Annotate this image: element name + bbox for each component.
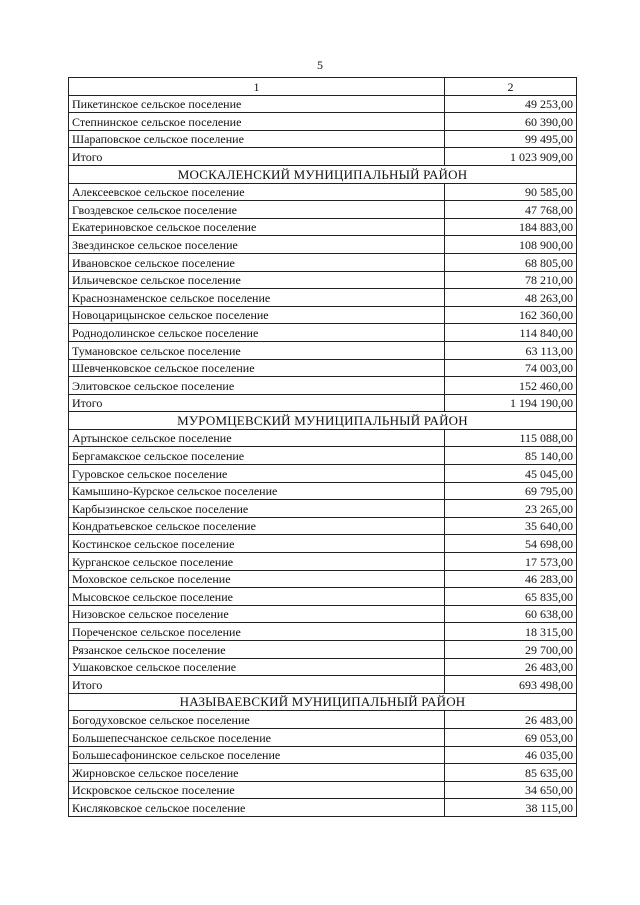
amount-value: 74 003,00 [445,359,577,377]
settlement-name: Шараповское сельское поселение [69,130,445,148]
table-row [69,535,577,553]
table-row [69,429,577,447]
total-value: 1 023 909,00 [445,148,577,166]
settlement-name: Пореченское сельское поселение [69,623,445,641]
amount-value: 23 265,00 [445,500,577,518]
table-body [69,95,577,816]
district-heading: МОСКАЛЕНСКИЙ МУНИЦИПАЛЬНЫЙ РАЙОН [69,165,577,183]
table-row [69,95,577,113]
amount-value: 46 035,00 [445,746,577,764]
amount-value: 29 700,00 [445,641,577,659]
settlement-name: Новоцарицынское сельское поселение [69,306,445,324]
settlement-name: Мысовское сельское поселение [69,588,445,606]
settlement-name: Кондратьевское сельское поселение [69,517,445,535]
table-row [69,201,577,219]
amount-value: 47 768,00 [445,201,577,219]
table-row [69,641,577,659]
amount-value: 26 483,00 [445,658,577,676]
settlement-name: Екатериновское сельское поселение [69,218,445,236]
table-row [69,764,577,782]
settlement-name: Звездинское сельское поселение [69,236,445,254]
amount-value: 54 698,00 [445,535,577,553]
table-row [69,236,577,254]
settlement-name: Карбызинское сельское поселение [69,500,445,518]
amount-value: 18 315,00 [445,623,577,641]
amount-value: 46 283,00 [445,570,577,588]
amount-value: 17 573,00 [445,553,577,571]
table-row [69,658,577,676]
amount-value: 45 045,00 [445,465,577,483]
total-row [69,394,577,412]
settlement-name: Моховское сельское поселение [69,570,445,588]
table-row [69,623,577,641]
district-heading: НАЗЫВАЕВСКИЙ МУНИЦИПАЛЬНЫЙ РАЙОН [69,693,577,711]
settlement-name: Элитовское сельское поселение [69,377,445,395]
table-row [69,289,577,307]
amount-value: 69 053,00 [445,728,577,746]
table-row [69,253,577,271]
table-row [69,517,577,535]
settlement-name: Алексеевское сельское поселение [69,183,445,201]
district-heading-row [69,165,577,183]
table-row [69,271,577,289]
table-row [69,728,577,746]
amount-value: 60 638,00 [445,605,577,623]
column-header: 2 [445,78,577,96]
settlement-name: Жирновское сельское поселение [69,764,445,782]
total-value: 693 498,00 [445,676,577,694]
amount-value: 85 635,00 [445,764,577,782]
settlement-name: Низовское сельское поселение [69,605,445,623]
settlement-name: Артынское сельское поселение [69,429,445,447]
amount-value: 78 210,00 [445,271,577,289]
settlement-name: Камышино-Курское сельское поселение [69,482,445,500]
table-row [69,482,577,500]
table-row [69,711,577,729]
table-row [69,500,577,518]
table-row [69,553,577,571]
amount-value: 60 390,00 [445,113,577,131]
settlement-name: Краснознаменское сельское поселение [69,289,445,307]
district-heading: МУРОМЦЕВСКИЙ МУНИЦИПАЛЬНЫЙ РАЙОН [69,412,577,430]
settlement-name: Кисляковское сельское поселение [69,799,445,817]
table-row [69,113,577,131]
column-header: 1 [69,78,445,96]
amount-value: 26 483,00 [445,711,577,729]
amount-value: 115 088,00 [445,429,577,447]
settlement-name: Шевченковское сельское поселение [69,359,445,377]
table-row [69,377,577,395]
amount-value: 85 140,00 [445,447,577,465]
amount-value: 108 900,00 [445,236,577,254]
amount-value: 68 805,00 [445,253,577,271]
settlement-name: Костинское сельское поселение [69,535,445,553]
amount-value: 35 640,00 [445,517,577,535]
settlement-name: Ильичевское сельское поселение [69,271,445,289]
amount-value: 90 585,00 [445,183,577,201]
table-row [69,465,577,483]
amount-value: 63 113,00 [445,341,577,359]
table-row [69,746,577,764]
total-label: Итого [69,148,445,166]
amount-value: 34 650,00 [445,781,577,799]
total-label: Итого [69,394,445,412]
table-row [69,781,577,799]
table-row [69,447,577,465]
amount-value: 99 495,00 [445,130,577,148]
table-row [69,130,577,148]
table-row [69,799,577,817]
settlement-name: Степнинское сельское поселение [69,113,445,131]
amount-value: 69 795,00 [445,482,577,500]
allocation-table [68,77,577,817]
amount-value: 114 840,00 [445,324,577,342]
table-row [69,324,577,342]
settlement-name: Ивановское сельское поселение [69,253,445,271]
table-row [69,570,577,588]
total-row [69,676,577,694]
settlement-name: Рязанское сельское поселение [69,641,445,659]
settlement-name: Пикетинское сельское поселение [69,95,445,113]
district-heading-row [69,412,577,430]
table-row [69,306,577,324]
table-row [69,183,577,201]
amount-value: 49 253,00 [445,95,577,113]
settlement-name: Ушаковское сельское поселение [69,658,445,676]
settlement-name: Гвоздевское сельское поселение [69,201,445,219]
total-label: Итого [69,676,445,694]
settlement-name: Роднодолинское сельское поселение [69,324,445,342]
total-value: 1 194 190,00 [445,394,577,412]
amount-value: 152 460,00 [445,377,577,395]
table-row [69,588,577,606]
district-heading-row [69,693,577,711]
settlement-name: Большепесчанское сельское поселение [69,728,445,746]
amount-value: 48 263,00 [445,289,577,307]
table-row [69,341,577,359]
amount-value: 38 115,00 [445,799,577,817]
table-row [69,605,577,623]
amount-value: 184 883,00 [445,218,577,236]
table-row [69,218,577,236]
settlement-name: Гуровское сельское поселение [69,465,445,483]
amount-value: 162 360,00 [445,306,577,324]
table-header-row [69,78,577,96]
settlement-name: Тумановское сельское поселение [69,341,445,359]
settlement-name: Большесафонинское сельское поселение [69,746,445,764]
total-row [69,148,577,166]
settlement-name: Курганское сельское поселение [69,553,445,571]
page-number: 5 [317,58,323,72]
settlement-name: Бергамакское сельское поселение [69,447,445,465]
amount-value: 65 835,00 [445,588,577,606]
table-row [69,359,577,377]
settlement-name: Искровское сельское поселение [69,781,445,799]
settlement-name: Богодуховское сельское поселение [69,711,445,729]
